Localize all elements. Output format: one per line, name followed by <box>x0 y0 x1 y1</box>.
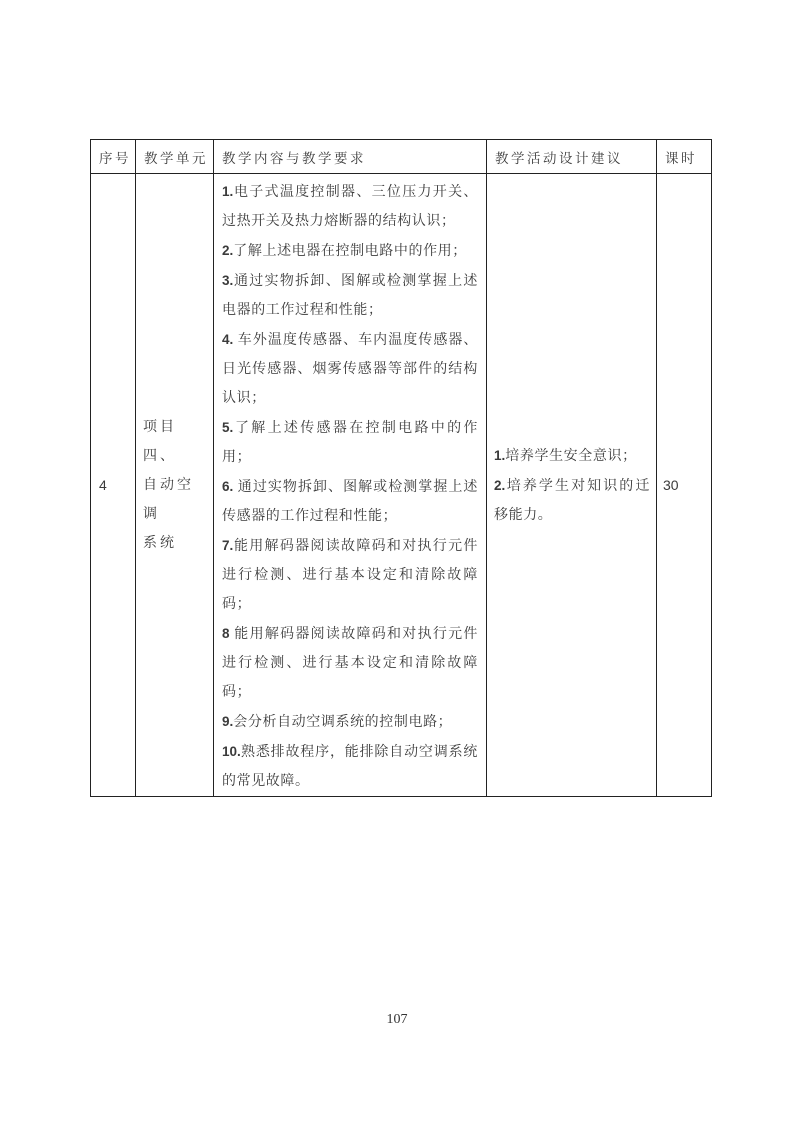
header-class-hours: 课时 <box>657 140 712 174</box>
content-item <box>222 177 478 236</box>
activity-item <box>494 441 650 471</box>
item-text: 通过实物拆卸、图解或检测掌握上述传感器的工作过程和性能； <box>222 480 478 524</box>
header-seq: 序号 <box>91 140 136 174</box>
item-number: 5. <box>222 420 234 435</box>
item-text: 能用解码器阅读故障码和对执行元件进行检测、进行基本设定和清除故障码； <box>222 627 478 700</box>
content-item <box>222 737 478 796</box>
item-text: 能用解码器阅读故障码和对执行元件进行检测、进行基本设定和清除故障码； <box>222 539 478 612</box>
content-item <box>222 236 478 266</box>
item-number: 6. <box>222 479 234 494</box>
seq-cell: 4 <box>91 174 136 797</box>
unit-line: 系统 <box>143 535 177 551</box>
item-text: 会分析自动空调系统的控制电路； <box>233 715 453 730</box>
header-teaching-unit: 教学单元 <box>136 140 214 174</box>
unit-line: 自动空调 <box>143 477 194 522</box>
content-item <box>222 413 478 472</box>
item-number: 1. <box>494 447 506 463</box>
item-text: 熟悉排故程序，能排除自动空调系统的常见故障。 <box>222 745 478 789</box>
content-item <box>222 707 478 737</box>
item-number: 10. <box>222 744 241 759</box>
curriculum-table <box>90 139 712 797</box>
header-activity-suggestions: 教学活动设计建议 <box>487 140 657 174</box>
item-number: 9. <box>222 714 234 729</box>
content-item <box>222 531 478 619</box>
item-number: 4. <box>222 332 234 347</box>
item-text: 了解上述传感器在控制电路中的作用； <box>222 421 478 465</box>
content-item <box>222 266 478 325</box>
item-number: 2. <box>222 243 234 258</box>
item-number: 3. <box>222 273 234 288</box>
content-item <box>222 472 478 531</box>
content-requirements-cell <box>214 174 487 797</box>
table-header-row <box>91 140 712 174</box>
item-number: 2. <box>494 477 506 493</box>
item-text: 培养学生安全意识； <box>505 448 637 464</box>
class-hours-cell: 30 <box>657 174 712 797</box>
activity-item <box>494 471 650 530</box>
item-text: 培养学生对知识的迁移能力。 <box>494 478 650 523</box>
teaching-unit-cell <box>136 174 214 797</box>
activity-suggestions-cell <box>487 174 657 797</box>
item-number: 8 <box>222 626 230 641</box>
item-text: 电子式温度控制器、三位压力开关、过热开关及热力熔断器的结构认识； <box>222 185 478 229</box>
item-text: 了解上述电器在控制电路中的作用； <box>233 244 467 259</box>
item-number: 7. <box>222 538 234 553</box>
content-item <box>222 325 478 413</box>
unit-line: 项目四、 <box>143 419 177 464</box>
table-row <box>91 174 712 797</box>
content-item <box>222 619 478 707</box>
item-text: 车外温度传感器、车内温度传感器、日光传感器、烟雾传感器等部件的结构认识； <box>222 333 478 406</box>
page-number: 107 <box>386 1012 408 1027</box>
item-number: 1. <box>222 184 234 199</box>
item-text: 通过实物拆卸、图解或检测掌握上述电器的工作过程和性能； <box>222 274 478 318</box>
header-content-requirements: 教学内容与教学要求 <box>214 140 487 174</box>
